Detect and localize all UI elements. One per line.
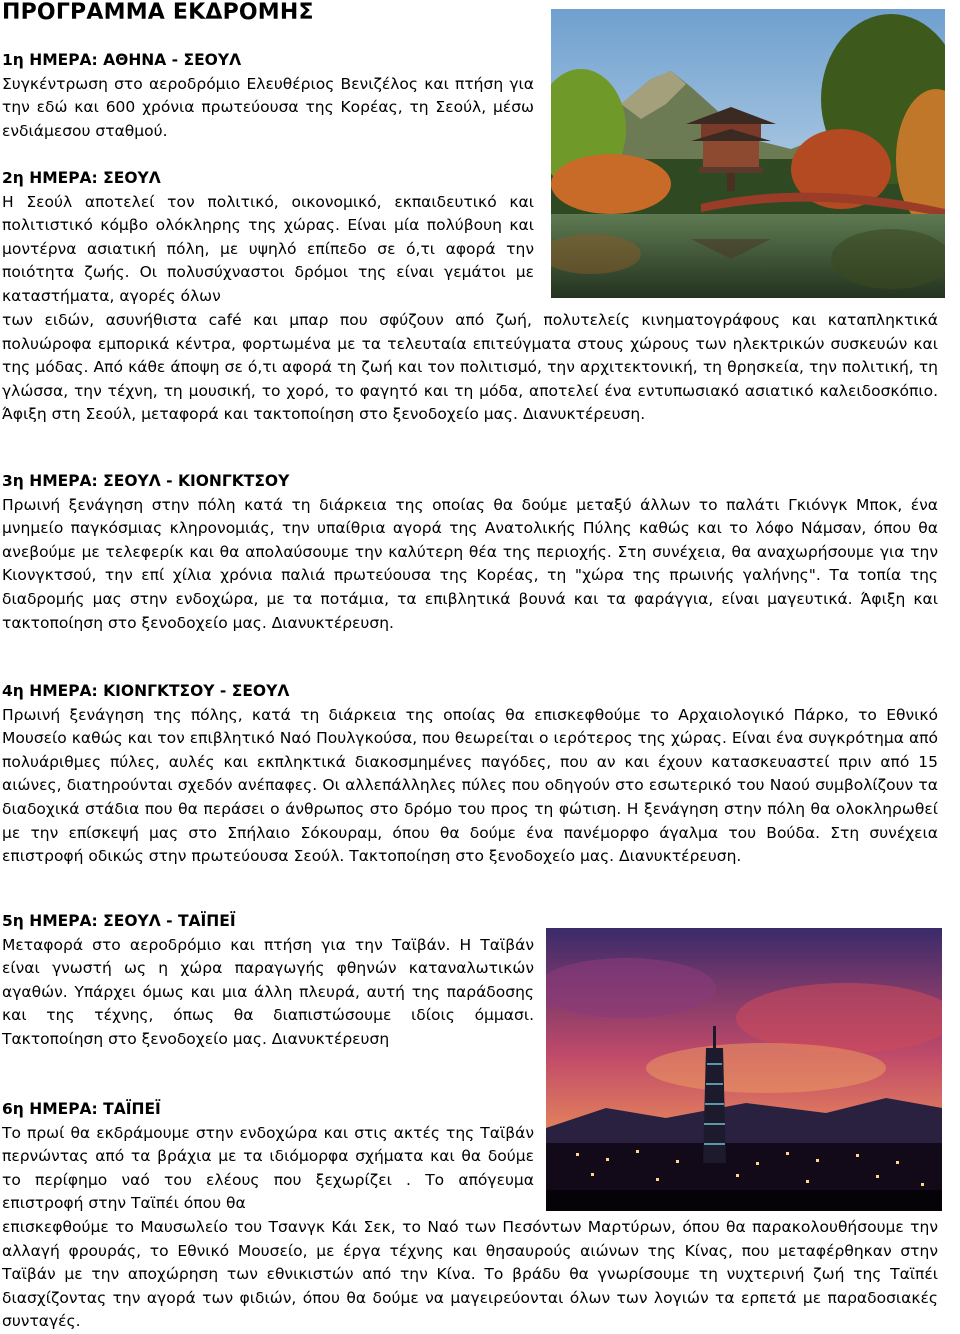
day-2-continued [2, 309, 938, 427]
day-6-heading: 6η ΗΜΕΡΑ: ΤΑΪΠΕΪ [2, 1100, 161, 1118]
day-6-continued [2, 1216, 938, 1334]
day-6-text-part2: επισκεφθούμε το Μαυσωλείο του Τσανγκ Κάι Σεκ, το Ναό των Πεσόντων Μαρτύρων, όπου θα παρακολουθήσουμε την αλλαγή φρουράς, το Εθνικό Μουσείο, με έργα τέχνης και θησαυρούς αιώνων της Κίνας, που μεταφέρθηκαν στην Ταϊβάν με την αποχώρηση των εθνικιστών από την Κίνα. Το βράδυ θα γνωρίσουμε τη νυχτερινή ζωή της Ταϊπέι διασχίζοντας την αγορά των φιδιών, όπου θα δούμε να μαγειρεύονται όλων των λογιών τα ερπετά με παραδοσιακές συνταγές. [2, 1218, 938, 1331]
day-3-heading: 3η ΗΜΕΡΑ: ΣΕΟΥΛ - ΚΙΟΝΓΚΤΣΟΥ [2, 472, 290, 490]
day-2 [2, 167, 534, 309]
day-2-heading: 2η ΗΜΕΡΑ: ΣΕΟΥΛ [2, 169, 161, 187]
seoul-pavilion-photo [551, 9, 945, 298]
day-3-text: Πρωινή ξενάγηση στην πόλη κατά τη διάρκεια της οποίας θα δούμε μεταξύ άλλων το παλάτι Γκιόνγκ Μποκ, ένα μνημείο παγκόσμιας κληρονομιάς, την υπαίθρια αγορά της Ανατολικής Πύλης καθώς και το λόφο Νάμσαν, όπου θα ανεβούμε με τελεφερίκ και θα απολαύσουμε την καλύτερη θέα της περιοχής. Στη συνέχεια, θα αναχωρήσουμε για την Κιονγκτσού, την επί χίλια χρόνια παλιά πρωτεύουσα της Κορέας, τη "χώρα της πρωινής γαλήνης". Τα τοπία της διαδρομής μας στην ενδοχώρα, με τα ποτάμια, τα επιβλητικά βουνά και τα φαράγγια, είναι μαγευτικά. Άφιξη και τακτοποίηση στο ξενοδοχείο μας. Διανυκτέρευση. [2, 495, 938, 632]
page-title: ΠΡΟΓΡΑΜΜΑ ΕΚΔΡΟΜΗΣ [2, 0, 314, 25]
day-4-text: Πρωινή ξενάγηση της πόλης, κατά τη διάρκεια της οποίας θα επισκεφθούμε το Αρχαιολογικό Πάρκο, το Εθνικό Μουσείο καθώς και τον επιβλητικό Ναό Πουλγκούσα, που θεωρείται ο ιερότερος της χώρας. Είναι ένα συγκρότημα από πολυάριθμες πύλες, αυλές και εκπληκτικά διακοσμημένες παγόδες, που αν και έχουν κατασκευαστεί πριν από 15 αιώνες, διατηρούνται σχεδόν ανέπαφες. Οι αλλεπάλληλες πύλες που οδηγούν στο εσωτερικό του Ναού συμβολίζουν τα διαδοχικά στάδια που θα περάσει ο άνθρωπος στο δρόμο του προς τη φώτιση. Η ξενάγηση στην πόλη θα ολοκληρωθεί με την επίσκεψή μας στο Σπήλαιο Σόκουραμ, όπου θα δούμε ένα πανέμορφο άγαλμα του Βούδα. Στη συνέχεια επιστροφή οδικώς στην πρωτεύουσα Σεούλ. Τακτοποίηση στο ξενοδοχείο μας. Διανυκτέρευση. [2, 705, 938, 866]
day-6 [2, 1098, 534, 1216]
pavilion-illustration [551, 9, 945, 298]
taipei-illustration [546, 928, 942, 1211]
day-2-text-part2: των ειδών, ασυνήθιστα café και μπαρ που σφύζουν από ζωή, πολυτελείς κινηματογράφους και καταπληκτικά πολυώροφα εμπορικά κέντρα, φορτωμένα με τα τελευταία επιτεύγματα στους χώρους των ηλεκτρικών συσκευών και της μόδας. Από κάθε άποψη σε ό,τι αφορά τη ζωή και τον πολιτισμό, την αρχιτεκτονική, τη θρησκεία, την πολιτική, τη γλώσσα, την τέχνη, τη μουσική, το χορό, το φαγητό και τη μόδα, αποτελεί ένα εντυπωσιακό ασιατικό καλειδοσκόπιο. Άφιξη στη Σεούλ, μεταφορά και τακτοποίηση στο ξενοδοχείο μας. Διανυκτέρευση. [2, 311, 938, 424]
taipei-skyline-photo [546, 928, 942, 1211]
day-4-heading: 4η ΗΜΕΡΑ: ΚΙΟΝΓΚΤΣΟΥ - ΣΕΟΥΛ [2, 682, 290, 700]
day-3 [2, 470, 938, 635]
day-5 [2, 910, 534, 1052]
day-5-text: Μεταφορά στο αεροδρόμιο και πτήση για την Ταϊβάν. Η Ταϊβάν είναι γνωστή ως η χώρα παραγωγής φθηνών καταναλωτικών αγαθών. Υπάρχει όμως και μια άλλη πλευρά, αυτή της παράδοσης και της τέχνης, όπως θα διαπιστώσουμε ιδίοις όμμασι. Τακτοποίηση στο ξενοδοχείο μας. Διανυκτέρευση [2, 935, 534, 1048]
day-1 [2, 49, 534, 143]
day-1-text: Συγκέντρωση στο αεροδρόμιο Ελευθέριος Βενιζέλος και πτήση για την εδώ και 600 χρόνια πρωτεύουσα της Κορέας, τη Σεούλ, μέσω ενδιάμεσου σταθμού. [2, 74, 534, 140]
day-2-text-part1: Η Σεούλ αποτελεί τον πολιτικό, οικονομικό, εκπαιδευτικό και πολιτιστικό κόμβο ολόκληρης της χώρας. Είναι μία πολύβουη και μοντέρνα ασιατική πόλη, με υψηλό επίπεδο σε ό,τι αφορά την ποιότητα ζωής. Οι πολυσύχναστοι δρόμοι της είναι γεμάτοι με καταστήματα, αγορές όλων [2, 192, 534, 305]
day-1-heading: 1η ΗΜΕΡΑ: ΑΘΗΝΑ - ΣΕΟΥΛ [2, 51, 242, 69]
day-4 [2, 680, 938, 869]
day-5-heading: 5η ΗΜΕΡΑ: ΣΕΟΥΛ - ΤΑΪΠΕΪ [2, 912, 236, 930]
day-6-text-part1: Το πρωί θα εκδράμουμε στην ενδοχώρα και στις ακτές της Ταϊβάν περνώντας από τα βράχια με τα ιδιόμορφα σχήματα και θα δούμε το περίφημο ναό του ελέους που ξεχωρίζει . Το απόγευμα επιστροφή στην Ταϊπέι όπου θα [2, 1123, 534, 1213]
